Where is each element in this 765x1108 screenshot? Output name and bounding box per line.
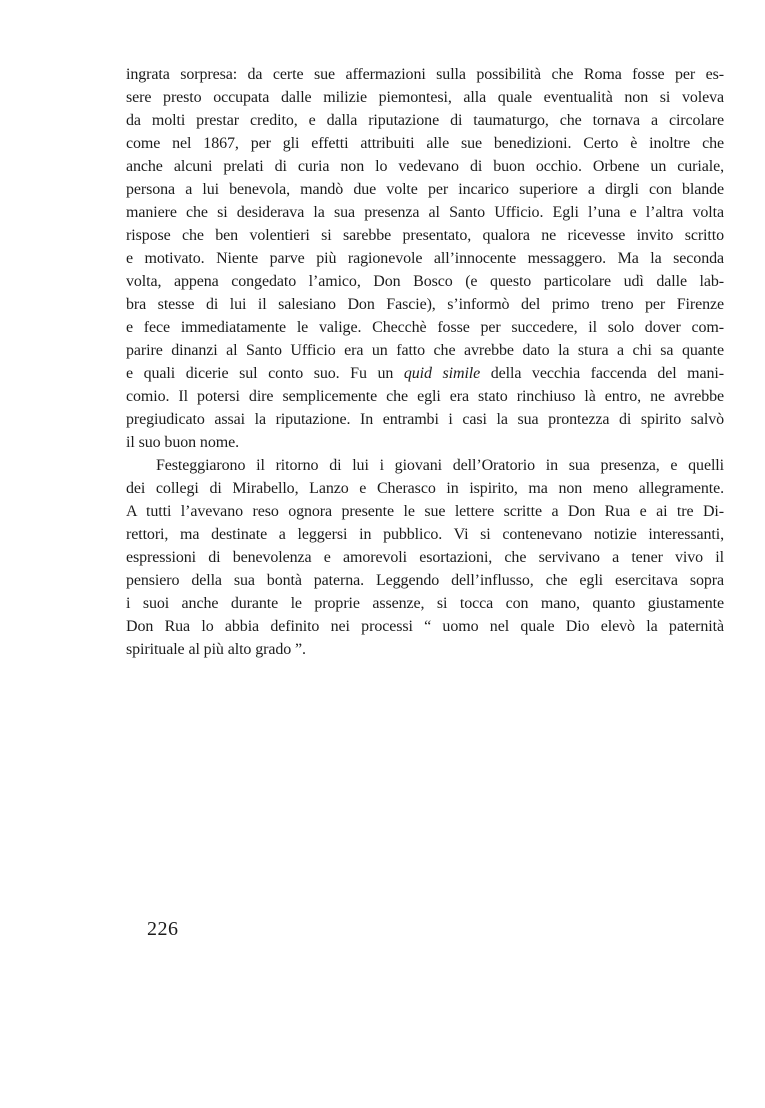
text-line: persona a lui benevola, mandò due volte per incarico superiore a dirgli con blande — [126, 181, 724, 198]
text-line: i suoi anche durante le proprie assenze, si tocca con mano, quanto giustamente — [126, 595, 724, 612]
text-line: Don Rua lo abbia definito nei processi “ uomo nel quale Dio elevò la paternità — [126, 618, 724, 635]
text-line: maniere che si desiderava la sua presenza al Santo Ufficio. Egli l’una e l’altra volta — [126, 204, 724, 221]
page-number: 226 — [147, 918, 179, 940]
text-line: espressioni di benevolenza e amorevoli esortazioni, che servivano a tener vivo il — [126, 549, 724, 566]
text-line: ingrata sorpresa: da certe sue affermazioni sulla possibilità che Roma fosse per es- — [126, 66, 724, 83]
text-line: Festeggiarono il ritorno di lui i giovani dell’Oratorio in sua presenza, e quelli — [156, 457, 724, 474]
text-line: da molti prestar credito, e dalla riputazione di taumaturgo, che tornava a circolare — [126, 112, 724, 129]
text-line: dei collegi di Mirabello, Lanzo e Cherasco in ispirito, ma non meno allegramente. — [126, 480, 724, 497]
text-line: rispose che ben volentieri si sarebbe presentato, qualora ne ricevesse invito scritto — [126, 227, 724, 244]
text-line: il suo buon nome. — [126, 434, 239, 451]
text-line: parire dinanzi al Santo Ufficio era un fatto che avrebbe dato la stura a chi sa quante — [126, 342, 724, 359]
text-line: pensiero della sua bontà paterna. Leggendo dell’influsso, che egli esercitava sopra — [126, 572, 724, 589]
text-line: comio. Il potersi dire semplicemente che egli era stato rinchiuso là entro, ne avrebbe — [126, 388, 724, 405]
text-line: anche alcuni prelati di curia non lo vedevano di buon occhio. Orbene un curiale, — [126, 158, 724, 175]
text-line: sere presto occupata dalle milizie piemontesi, alla quale eventualità non si voleva — [126, 89, 724, 106]
text-line: come nel 1867, per gli effetti attribuiti alle sue benedizioni. Certo è inoltre che — [126, 135, 724, 152]
text-line: A tutti l’avevano reso ognora presente le sue lettere scritte a Don Rua e ai tre Di- — [126, 503, 724, 520]
text-line: bra stesse di lui il salesiano Don Fascie), s’informò del primo treno per Firenze — [126, 296, 724, 313]
text-line: e fece immediatamente le valige. Checchè fosse per succedere, il solo dover com- — [126, 319, 724, 336]
text-line: e motivato. Niente parve più ragionevole all’innocente messaggero. Ma la seconda — [126, 250, 724, 267]
text-line: e quali dicerie sul conto suo. Fu un quid simile della vecchia faccenda del mani- — [126, 365, 724, 382]
text-line: spirituale al più alto grado ”. — [126, 641, 306, 658]
text-line: volta, appena congedato l’amico, Don Bosco (e questo particolare udì dalle lab- — [126, 273, 724, 290]
text-block — [126, 63, 724, 661]
text-line: pregiudicato assai la riputazione. In entrambi i casi la sua prontezza di spirito salvò — [126, 411, 724, 428]
text-line: rettori, ma destinate a leggersi in pubblico. Vi si contenevano notizie interessanti, — [126, 526, 724, 543]
